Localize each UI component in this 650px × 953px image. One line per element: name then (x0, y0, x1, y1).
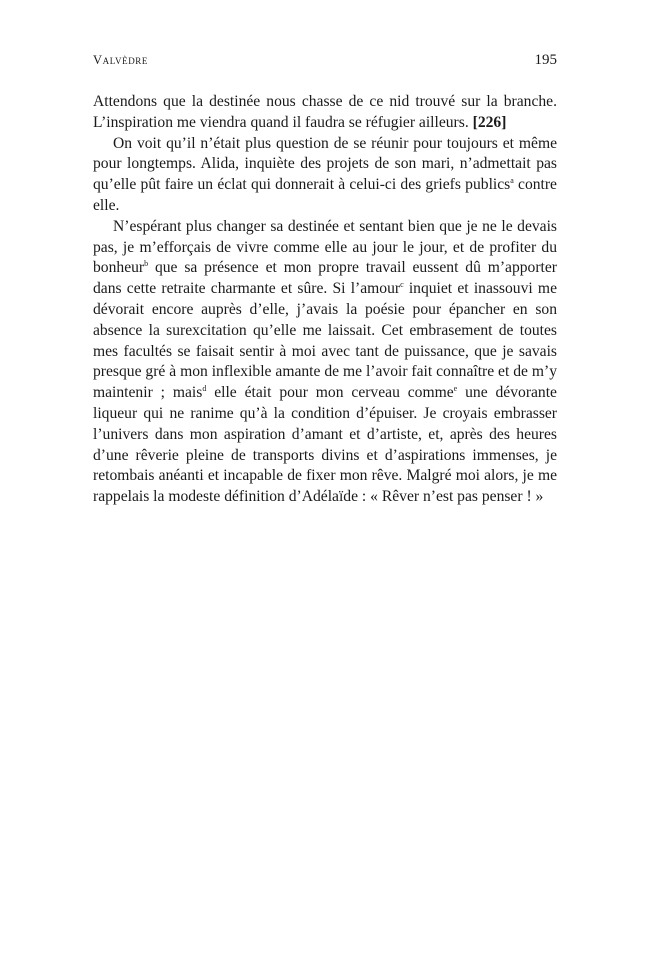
note-marker: d (202, 384, 207, 394)
note-marker: a (510, 176, 514, 186)
paragraph-text: que sa présence et mon propre travail eussent dû m’apporter dans cette retraite charmante et sûre. Si l’amour (93, 259, 557, 298)
paragraph-text: On voit qu’il n’était plus question de se réunir pour toujours et même pour longtemps. Alida, inquiète des projets de son mari, n’admettait pas qu’elle pût faire un éclat qui donnerait à celui-ci des griefs publics (93, 134, 557, 194)
note-marker: e (453, 384, 458, 394)
paragraph-text: une dévorante liqueur qui ne ranime qu’à la condition d’épuiser. Je croyais embrasser l’univers dans mon aspiration d’amant et d’artiste, et, après des heures d’une rêverie pleine de transports divins et d’aspirations immenses, je retombais anéanti et incapable de fixer mon rêve. Malgré moi alors, je me rappelais la modeste définition d’Adélaïde : « Rêver n’est pas penser ! » (93, 384, 557, 506)
book-page (93, 52, 557, 508)
note-marker: b (144, 259, 149, 269)
paragraph-3 (93, 217, 557, 508)
running-head (93, 52, 557, 78)
page-reference: [226] (472, 113, 507, 131)
paragraph-2 (93, 134, 557, 217)
paragraph-text: Attendons que la destinée nous chasse de ce nid trouvé sur la branche. L’inspiration me viendra quand il faudra se réfugier ailleurs. (93, 93, 557, 131)
paragraph-text: inquiet et inassouvi me dévorait encore auprès d’elle, j’avais la poésie pour épancher en son absence la surexcitation qu’elle me laissait. Cet embrasement de toutes mes facultés se faisait sentir à moi avec tant de puissance, que je savais presque gré à mon inflexible amante de me l’avoir fait connaître et de m’y maintenir ; mais (93, 280, 557, 402)
body-text (93, 92, 557, 508)
paragraph-text: contre elle. (93, 176, 557, 214)
paragraph-text: elle était pour mon cerveau comme (206, 384, 454, 402)
paragraph-1 (93, 92, 557, 134)
page-number: 195 (534, 52, 557, 68)
running-title: Valvèdre (93, 53, 148, 67)
note-marker: c (400, 280, 404, 290)
paragraph-text: N’espérant plus changer sa destinée et sentant bien que je ne le devais pas, je m’efforçais de vivre comme elle au jour le jour, et de profiter du bonheur (93, 217, 557, 277)
